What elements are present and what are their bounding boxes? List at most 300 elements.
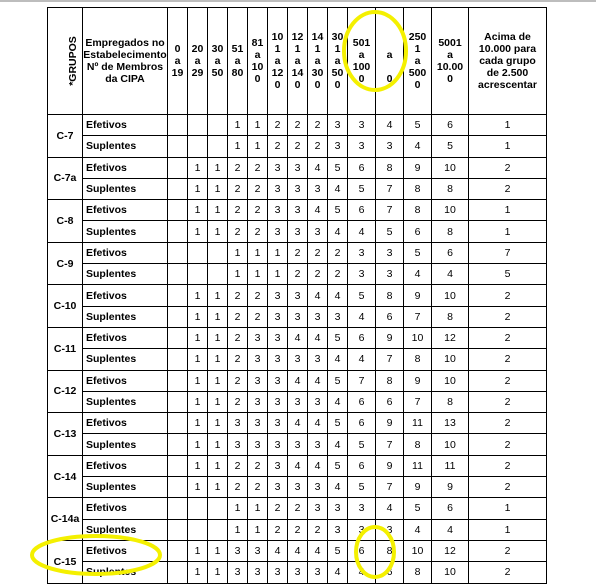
value-cell: 4	[328, 285, 348, 306]
value-cell: 3	[268, 221, 288, 242]
range-header-part: 0	[414, 79, 421, 91]
value-cell: 5	[432, 136, 469, 157]
table-row	[48, 157, 547, 178]
range-header-part: a	[358, 49, 365, 61]
value-cell	[168, 327, 188, 348]
value-cell: 2	[248, 157, 268, 178]
table-row	[48, 136, 547, 157]
value-cell: 2	[469, 349, 547, 370]
value-cell: 2	[469, 306, 547, 327]
value-cell: 3	[288, 434, 308, 455]
value-cell: 7	[376, 477, 404, 498]
value-cell: 3	[376, 136, 404, 157]
value-cell: 8	[404, 562, 432, 583]
value-cell: 1	[248, 115, 268, 136]
table-row	[48, 413, 547, 434]
value-cell	[168, 221, 188, 242]
value-cell: 12	[432, 327, 469, 348]
value-cell: 2	[469, 285, 547, 306]
value-cell: 1	[208, 391, 228, 412]
value-cell: 3	[288, 562, 308, 583]
value-cell: 3	[376, 264, 404, 285]
table-row	[48, 455, 547, 476]
range-header-part: 0	[447, 73, 453, 85]
value-cell: 10	[432, 285, 469, 306]
value-cell: 3	[288, 477, 308, 498]
range-header-part: de 2.500	[486, 67, 529, 79]
table-row	[48, 540, 547, 561]
value-cell: 8	[376, 157, 404, 178]
value-cell: 6	[432, 498, 469, 519]
value-cell: 2	[469, 413, 547, 434]
value-cell: 5	[376, 221, 404, 242]
value-cell: 3	[376, 242, 404, 263]
value-cell	[168, 264, 188, 285]
value-cell: 1	[208, 178, 228, 199]
value-cell: 10	[432, 349, 469, 370]
value-cell: 4	[376, 498, 404, 519]
value-cell: 5	[328, 200, 348, 221]
row-label: Efetivos	[83, 370, 168, 391]
value-cell: 3	[288, 391, 308, 412]
value-cell: 1	[469, 519, 547, 540]
value-cell: 3	[308, 498, 328, 519]
value-cell: 2	[248, 178, 268, 199]
group-name: C-14	[48, 455, 83, 498]
value-cell: 3	[288, 178, 308, 199]
range-header-part: 0	[174, 43, 181, 55]
value-cell: 1	[469, 200, 547, 221]
value-cell: 3	[228, 540, 248, 561]
value-cell: 3	[268, 200, 288, 221]
value-cell: 3	[348, 519, 376, 540]
value-cell: 3	[248, 370, 268, 391]
value-cell: 1	[228, 264, 248, 285]
range-header-part: a	[334, 55, 341, 67]
value-cell: 1	[469, 136, 547, 157]
value-cell: 4	[288, 327, 308, 348]
value-cell: 10	[432, 370, 469, 391]
value-cell: 1	[188, 221, 208, 242]
value-cell: 8	[376, 285, 404, 306]
value-cell: 9	[432, 477, 469, 498]
row-label: Efetivos	[83, 327, 168, 348]
row-label: Efetivos	[83, 242, 168, 263]
row-label: Efetivos	[83, 285, 168, 306]
range-header-part: a	[174, 55, 181, 67]
group-name: C-7a	[48, 157, 83, 200]
value-cell: 2	[228, 306, 248, 327]
value-cell: 4	[308, 327, 328, 348]
value-cell: 9	[404, 370, 432, 391]
value-cell: 3	[348, 136, 376, 157]
table-row	[48, 285, 547, 306]
value-cell: 3	[268, 157, 288, 178]
value-cell: 5	[348, 178, 376, 199]
value-cell: 4	[268, 540, 288, 561]
value-cell: 3	[308, 306, 328, 327]
value-cell	[168, 200, 188, 221]
value-cell: 3	[268, 327, 288, 348]
value-cell: 2	[288, 136, 308, 157]
value-cell: 3	[308, 562, 328, 583]
value-cell: 3	[328, 136, 348, 157]
value-cell: 2	[228, 200, 248, 221]
value-cell: 1	[188, 200, 208, 221]
value-cell: 3	[268, 178, 288, 199]
range-header-part: 0	[358, 73, 365, 85]
group-name: C-8	[48, 200, 83, 243]
value-cell: 9	[376, 413, 404, 434]
group-name: C-11	[48, 327, 83, 370]
row-label: Suplentes	[83, 178, 168, 199]
value-cell: 1	[208, 221, 228, 242]
value-cell	[168, 242, 188, 263]
range-header-part: a	[234, 55, 241, 67]
table-row	[48, 477, 547, 498]
value-cell: 7	[376, 178, 404, 199]
value-cell: 8	[432, 306, 469, 327]
row-label: Efetivos	[83, 540, 168, 561]
value-cell: 2	[228, 327, 248, 348]
value-cell: 3	[268, 306, 288, 327]
value-cell: 5	[348, 285, 376, 306]
value-cell: 1	[188, 477, 208, 498]
range-header-part: a	[386, 49, 393, 61]
value-cell: 1	[188, 370, 208, 391]
value-cell: 2	[469, 370, 547, 391]
value-cell: 9	[404, 477, 432, 498]
value-cell: 2	[308, 519, 328, 540]
group-name: C-10	[48, 285, 83, 328]
range-header-8	[328, 8, 348, 115]
value-cell: 2	[268, 519, 288, 540]
value-cell: 7	[404, 391, 432, 412]
value-cell: 6	[348, 200, 376, 221]
table-row	[48, 242, 547, 263]
value-cell: 6	[348, 413, 376, 434]
value-cell: 2	[288, 264, 308, 285]
row-label: Suplentes	[83, 477, 168, 498]
range-header-part: 80	[231, 67, 244, 79]
value-cell	[168, 413, 188, 434]
value-cell: 10	[432, 434, 469, 455]
range-header-part: 50	[211, 67, 224, 79]
range-header-part: 250	[408, 31, 427, 43]
value-cell: 2	[268, 136, 288, 157]
value-cell: 2	[248, 285, 268, 306]
row-label: Suplentes	[83, 264, 168, 285]
value-cell: 2	[469, 434, 547, 455]
table-row	[48, 519, 547, 540]
range-header-part: 51	[231, 43, 244, 55]
value-cell: 8	[404, 178, 432, 199]
value-cell: 4	[404, 519, 432, 540]
value-cell	[168, 519, 188, 540]
range-header-0	[168, 8, 188, 115]
value-cell: 6	[348, 455, 376, 476]
value-cell: 1	[188, 349, 208, 370]
value-cell: 3	[268, 349, 288, 370]
value-cell: 1	[208, 327, 228, 348]
value-cell: 1	[188, 562, 208, 583]
value-cell: 4	[328, 221, 348, 242]
value-cell: 1	[228, 498, 248, 519]
table-row	[48, 391, 547, 412]
value-cell: 5	[328, 540, 348, 561]
value-cell: 4	[404, 264, 432, 285]
value-cell: 5	[404, 115, 432, 136]
table-row	[48, 306, 547, 327]
range-header-part: a	[274, 55, 281, 67]
value-cell: 2	[469, 562, 547, 583]
value-cell: 9	[376, 455, 404, 476]
value-cell: 2	[469, 157, 547, 178]
value-cell: 6	[348, 540, 376, 561]
row-label: Suplentes	[83, 562, 168, 583]
value-cell: 3	[248, 349, 268, 370]
value-cell: 3	[288, 200, 308, 221]
value-cell: 7	[348, 370, 376, 391]
value-cell	[168, 285, 188, 306]
value-cell: 7	[376, 200, 404, 221]
table-row	[48, 498, 547, 519]
range-header-2	[208, 8, 228, 115]
value-cell: 1	[208, 540, 228, 561]
range-header-12	[432, 8, 469, 115]
value-cell: 4	[308, 413, 328, 434]
table-row	[48, 264, 547, 285]
value-cell: 4	[328, 391, 348, 412]
value-cell	[168, 434, 188, 455]
table-row	[48, 221, 547, 242]
value-cell	[168, 370, 188, 391]
group-name: C-12	[48, 370, 83, 413]
value-cell: 4	[348, 562, 376, 583]
range-header-part: Acima de	[484, 31, 531, 43]
value-cell: 4	[348, 221, 376, 242]
value-cell: 3	[228, 434, 248, 455]
value-cell: 3	[348, 242, 376, 263]
value-cell: 2	[228, 370, 248, 391]
table-row	[48, 434, 547, 455]
value-cell	[168, 455, 188, 476]
value-cell: 4	[288, 540, 308, 561]
value-cell: 9	[376, 327, 404, 348]
value-cell: 4	[328, 349, 348, 370]
value-cell: 1	[248, 264, 268, 285]
value-cell: 11	[404, 413, 432, 434]
value-cell	[208, 136, 228, 157]
value-cell: 2	[469, 455, 547, 476]
value-cell: 7	[469, 242, 547, 263]
header-row	[48, 8, 547, 115]
value-cell: 3	[248, 434, 268, 455]
value-cell: 8	[376, 370, 404, 391]
value-cell: 3	[308, 178, 328, 199]
value-cell: 4	[348, 306, 376, 327]
value-cell: 1	[208, 306, 228, 327]
value-cell: 1	[228, 519, 248, 540]
value-cell: 2	[228, 477, 248, 498]
row-label: Efetivos	[83, 413, 168, 434]
range-header-part: 500	[408, 67, 427, 79]
range-header-part: 30	[331, 31, 344, 43]
value-cell: 2	[228, 455, 248, 476]
range-header-part: 30	[211, 43, 224, 55]
value-cell: 4	[288, 413, 308, 434]
value-cell: 1	[228, 115, 248, 136]
value-cell: 4	[308, 157, 328, 178]
value-cell: 1	[228, 136, 248, 157]
value-cell: 1	[208, 477, 228, 498]
value-cell: 1	[188, 178, 208, 199]
value-cell: 8	[404, 434, 432, 455]
range-header-6	[288, 8, 308, 115]
value-cell	[168, 306, 188, 327]
range-header-4	[248, 8, 268, 115]
range-header-5	[268, 8, 288, 115]
range-header-7	[308, 8, 328, 115]
value-cell: 1	[208, 562, 228, 583]
value-cell: 1	[228, 242, 248, 263]
range-header-part: 10.00	[436, 61, 464, 73]
range-header-part: a	[214, 55, 221, 67]
value-cell: 3	[248, 540, 268, 561]
range-header-part: 100	[352, 61, 371, 73]
employees-header	[83, 8, 168, 115]
value-cell	[168, 157, 188, 178]
value-cell: 6	[348, 327, 376, 348]
value-cell: 5	[328, 413, 348, 434]
range-header-part: 20	[191, 43, 204, 55]
range-header-part: 0	[386, 73, 393, 85]
value-cell	[208, 264, 228, 285]
value-cell: 7	[376, 434, 404, 455]
value-cell: 2	[469, 391, 547, 412]
value-cell: 1	[248, 136, 268, 157]
range-header-part: 10.000 para	[478, 43, 537, 55]
group-name: C-14a	[48, 498, 83, 541]
range-header-part: 10	[251, 61, 264, 73]
value-cell: 3	[268, 562, 288, 583]
value-cell: 2	[469, 540, 547, 561]
value-cell: 2	[248, 200, 268, 221]
value-cell: 3	[288, 306, 308, 327]
value-cell: 4	[308, 285, 328, 306]
value-cell	[168, 115, 188, 136]
value-cell: 3	[268, 413, 288, 434]
table-row	[48, 370, 547, 391]
value-cell: 2	[308, 115, 328, 136]
value-cell: 10	[404, 540, 432, 561]
value-cell: 1	[469, 221, 547, 242]
value-cell: 3	[376, 519, 404, 540]
table-row	[48, 327, 547, 348]
value-cell: 3	[268, 285, 288, 306]
value-cell: 3	[288, 221, 308, 242]
row-label: Efetivos	[83, 115, 168, 136]
value-cell: 3	[348, 115, 376, 136]
group-name: C-13	[48, 413, 83, 456]
range-header-10	[376, 8, 404, 115]
value-cell: 6	[348, 157, 376, 178]
value-cell: 2	[469, 477, 547, 498]
value-cell: 3	[228, 562, 248, 583]
range-header-part: 14	[311, 31, 324, 43]
employees-header-label: Empregados no Estabelecimento Nº de Membros da CIPA	[83, 37, 167, 85]
range-header-part: 50	[331, 67, 344, 79]
value-cell: 2	[469, 327, 547, 348]
range-header-part: a	[194, 55, 201, 67]
value-cell: 8	[404, 349, 432, 370]
value-cell: 1	[188, 540, 208, 561]
value-cell: 4	[328, 178, 348, 199]
value-cell: 2	[288, 242, 308, 263]
value-cell: 1	[188, 413, 208, 434]
value-cell: 3	[268, 391, 288, 412]
row-label: Suplentes	[83, 221, 168, 242]
value-cell: 1	[208, 200, 228, 221]
value-cell: 5	[328, 370, 348, 391]
value-cell: 4	[288, 455, 308, 476]
value-cell: 3	[348, 498, 376, 519]
value-cell	[168, 349, 188, 370]
value-cell: 2	[328, 242, 348, 263]
range-header-part: 0	[334, 79, 341, 91]
value-cell: 3	[308, 434, 328, 455]
range-header-part: 19	[171, 67, 184, 79]
value-cell: 5	[328, 327, 348, 348]
value-cell: 8	[432, 178, 469, 199]
value-cell: 6	[376, 391, 404, 412]
range-header-part: 0	[294, 79, 301, 91]
range-header-13	[469, 8, 547, 115]
range-header-part: 12	[291, 31, 304, 43]
value-cell: 4	[328, 434, 348, 455]
value-cell: 1	[248, 242, 268, 263]
value-cell: 4	[328, 562, 348, 583]
value-cell: 2	[288, 519, 308, 540]
value-cell: 1	[208, 157, 228, 178]
value-cell	[188, 264, 208, 285]
row-label: Suplentes	[83, 434, 168, 455]
range-header-11	[404, 8, 432, 115]
value-cell: 1	[188, 306, 208, 327]
value-cell	[208, 498, 228, 519]
table-body	[48, 115, 547, 584]
value-cell: 8	[432, 221, 469, 242]
range-header-part: cada grupo	[479, 55, 536, 67]
value-cell: 8	[376, 540, 404, 561]
group-name: C-7	[48, 115, 83, 158]
value-cell: 4	[432, 519, 469, 540]
value-cell: 3	[328, 519, 348, 540]
value-cell	[188, 136, 208, 157]
value-cell: 3	[228, 413, 248, 434]
table-row	[48, 115, 547, 136]
value-cell: 2	[228, 349, 248, 370]
value-cell: 1	[188, 434, 208, 455]
range-header-part: 14	[291, 67, 304, 79]
value-cell: 10	[432, 562, 469, 583]
value-cell: 2	[288, 115, 308, 136]
value-cell	[208, 115, 228, 136]
value-cell: 3	[308, 477, 328, 498]
value-cell: 11	[404, 455, 432, 476]
row-label: Efetivos	[83, 498, 168, 519]
range-header-part: 0	[314, 79, 321, 91]
